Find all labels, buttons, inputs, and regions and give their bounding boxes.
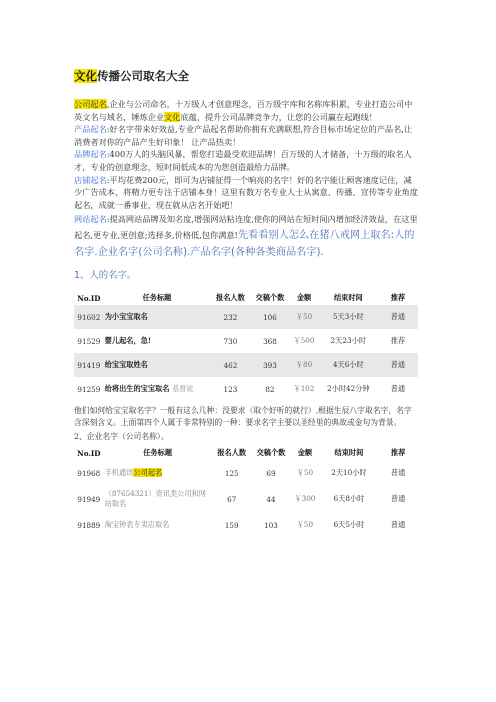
col-header-signups: 报名人数 (217, 448, 247, 458)
col-header-end-time: 结束时间 (334, 448, 364, 458)
product-naming-link[interactable]: 产品起名 (74, 124, 107, 135)
paragraph-product-naming (74, 123, 418, 148)
cell-recommend: 推荐 (390, 336, 406, 346)
cell-end-time: 2天10小时 (331, 468, 367, 478)
col-header-amount: 金额 (297, 448, 313, 458)
col-header-recommend: 推荐 (390, 293, 406, 303)
table-header-row (74, 446, 418, 460)
brand-naming-link[interactable]: 品牌起名 (74, 149, 107, 160)
cell-recommend: 普通 (390, 384, 406, 394)
cell-submissions: 44 (266, 494, 276, 504)
cell-signups: 159 (224, 520, 239, 530)
cell-id: 91968 (77, 468, 101, 478)
col-header-title: 任务标题 (142, 293, 172, 303)
paragraph-website-naming (74, 211, 418, 261)
cell-amount: ￥300 (294, 494, 316, 504)
page-title (74, 68, 418, 84)
cell-submissions: 69 (266, 468, 276, 478)
task-title-link[interactable]: （87654321）资讯类公司和网站取名 (104, 489, 206, 509)
task-title-link[interactable]: 给将出生的宝宝取名 (104, 384, 170, 394)
task-table-person-names (74, 291, 418, 401)
task-title-link[interactable]: 给宝宝取姓名 (104, 360, 148, 370)
cell-title[interactable] (104, 353, 210, 377)
cell-submissions: 393 (251, 353, 290, 377)
cell-title[interactable] (104, 305, 210, 329)
cell-amount: ￥50 (296, 520, 314, 530)
table-row[interactable] (74, 486, 418, 512)
col-header-id: No.ID (77, 293, 101, 303)
paragraph-text: :提高网站品牌及知名度,增强网站粘连度,使你的网站在短时间内增加经济效益，在这里起名,更专业,更创意;选择多,价格低,包你满意! (74, 214, 418, 241)
table-row[interactable] (74, 377, 418, 401)
table-row[interactable] (74, 329, 418, 353)
table-row[interactable] (74, 305, 418, 329)
shop-naming-link[interactable]: 店铺起名 (74, 174, 107, 185)
website-naming-link[interactable]: 网站起名 (74, 214, 107, 225)
cell-recommend: 普通 (378, 353, 418, 377)
task-tag: 基督徒 (171, 384, 194, 394)
company-naming-link[interactable]: 公司起名 (74, 99, 107, 109)
cell-amount: ￥50 (296, 468, 314, 478)
cell-title[interactable] (104, 460, 212, 486)
cell-end-time: 2天23小时 (330, 336, 366, 346)
col-header-id: No.ID (77, 448, 101, 458)
paragraph-text: ,企业与公司命名，十万级人才创意理念，百万级字库和名称库积累，专业打造公司中英文名与域名，锤炼企业 (74, 99, 413, 122)
section-heading-company-names: 2、企业名字（公司名称）。 (74, 432, 169, 442)
section-heading-person-names: 1、人的名字。 (74, 270, 137, 282)
task-title-link[interactable]: 手机通讯 (104, 468, 134, 478)
col-header-submissions: 交稿个数 (255, 293, 285, 303)
paragraph-text: 底蕴，提升公司品牌竞争力，让您的公司赢在起跑线！ (180, 111, 377, 122)
col-header-end-time: 结束时间 (333, 293, 363, 303)
cell-signups: 462 (210, 353, 250, 377)
note-paragraph: 他们如何给宝宝取名字？一般有这么几种：没要求（取个好听的就行）,根据生辰八字取名字，名字含深刻含义。上面第四个人属于非常特别的一种：要求名字主要以圣经里的典故或金句为背景。 (74, 406, 412, 428)
paragraph-text: :平均花费200元，即可为店铺征得一个响亮的名字！好的名字能让顾客速度记住，减少广告成本，将精力更专注于店铺本身！这里有数万名专业人士从寓意、传播、宣传等专业角度起名，成就一番事业，现在就从店名开始吧！ (74, 174, 418, 210)
title-rest: 传播公司取名大全 (97, 69, 189, 83)
paragraph-shop-naming (74, 174, 418, 212)
task-title-link[interactable]: 婴儿起名，急! (104, 336, 151, 346)
paragraph-text: :400万人的头脑风暴，帮您打造最受欢迎品牌！百万级的人才储备，十万级的取名人才，专业的创意理念，短时间低成本的为您创造最给力品牌。 (74, 149, 412, 172)
cell-end-time: 6天5小时 (333, 520, 365, 530)
table-header-row (74, 291, 418, 305)
cell-end-time: 4天6小时 (319, 353, 378, 377)
col-header-signups: 报名人数 (216, 293, 245, 303)
cell-signups: 67 (227, 494, 237, 504)
cell-id: 91419 (74, 353, 104, 377)
title-highlight[interactable]: 公司起名 (133, 468, 163, 478)
document-page (74, 68, 418, 538)
table-row[interactable] (74, 460, 418, 486)
table-row[interactable] (74, 512, 418, 538)
cell-submissions: 103 (264, 520, 278, 530)
cell-id: 91889 (77, 520, 101, 530)
cell-title[interactable] (104, 512, 212, 538)
cell-end-time: 2小时42分钟 (327, 384, 370, 394)
cell-end-time: 6天8小时 (333, 494, 365, 504)
cell-submissions: 82 (265, 384, 275, 394)
col-header-amount: 金额 (296, 293, 312, 303)
cell-end-time: 5天3小时 (319, 305, 378, 329)
paragraph-company-naming (74, 98, 418, 123)
cell-recommend: 普通 (390, 520, 406, 530)
cell-signups: 232 (210, 305, 250, 329)
task-title-link[interactable]: 为小宝宝取名 (104, 312, 148, 322)
cell-recommend: 普通 (378, 305, 418, 329)
cell-amount: ￥50 (289, 305, 319, 329)
cell-amount: ￥500 (293, 336, 315, 346)
title-highlight: 文化 (74, 69, 97, 83)
table-row[interactable] (74, 353, 418, 377)
col-header-submissions: 交稿个数 (256, 448, 286, 458)
paragraph-text: :好名字带来好效益,专业产品起名帮助你拥有充满联想,符合目标市场定位的产品名,让消费者对你的产品产生好印象！ 让产品热卖！ (74, 124, 413, 147)
paragraph-brand-naming (74, 148, 418, 173)
cell-id: 91602 (74, 305, 104, 329)
col-header-recommend: 推荐 (390, 448, 406, 458)
cell-amount: ￥80 (289, 353, 319, 377)
cell-recommend: 普通 (390, 494, 406, 504)
cell-title[interactable] (104, 377, 210, 401)
task-table-company-names (74, 446, 418, 538)
cell-id: 91259 (77, 384, 101, 394)
cell-id: 91949 (77, 494, 101, 504)
task-title-link[interactable]: 淘宝钟表专卖店取名 (104, 520, 170, 530)
col-header-title: 任务标题 (143, 448, 173, 458)
cell-signups: 730 (223, 336, 238, 346)
cell-recommend: 普通 (390, 468, 406, 478)
cell-title[interactable] (104, 329, 210, 353)
intro-large-text: 先看看别人怎么在猪八戒网上取名:人的名字.企业名字(公司名称).产品名字(各种各类商品名字). (74, 230, 415, 259)
cell-signups: 125 (224, 468, 239, 478)
cell-amount: ￥102 (293, 384, 315, 394)
cell-id: 91529 (77, 336, 101, 346)
cell-submissions: 106 (251, 305, 290, 329)
cell-signups: 123 (223, 384, 238, 394)
cell-title[interactable] (104, 486, 212, 512)
culture-highlight: 文化 (164, 111, 181, 122)
cell-submissions: 368 (263, 336, 277, 346)
